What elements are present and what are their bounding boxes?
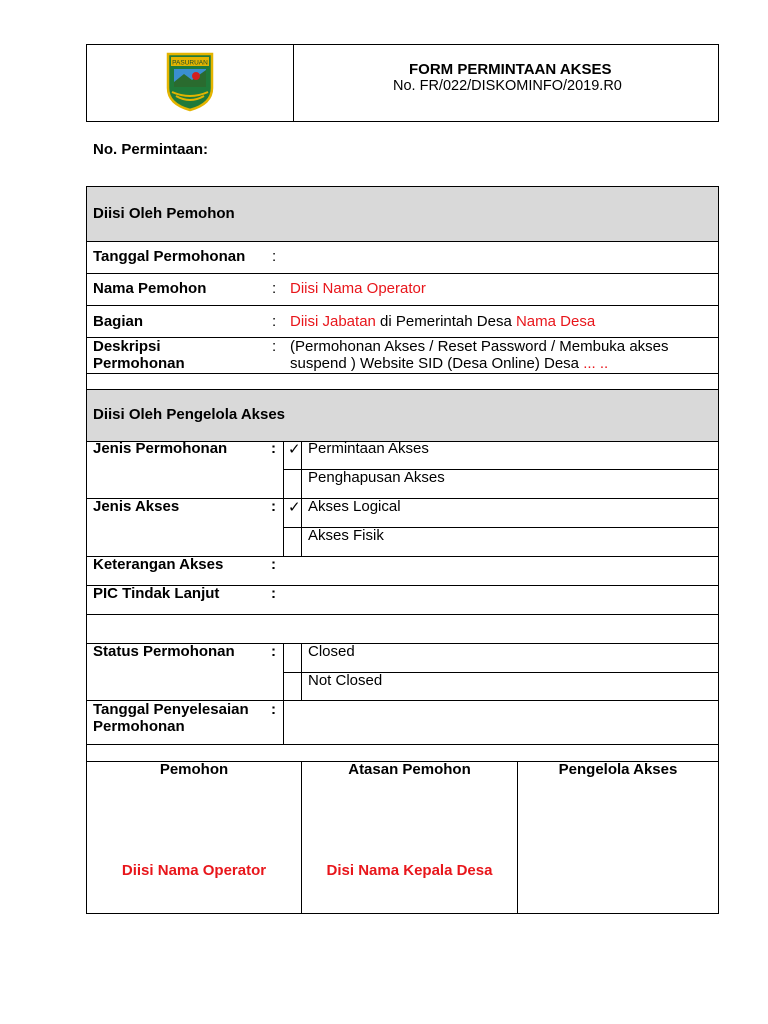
applicant-name-colon: : <box>272 280 277 297</box>
request-number-label: No. Permintaan: <box>93 141 209 158</box>
status-colon: : <box>271 643 276 660</box>
description-value-1: (Permohonan Akses / Reset Password / Membuka akses <box>290 338 669 355</box>
completion-date-label-1: Tanggal Penyelesaian <box>93 701 249 718</box>
department-label: Bagian <box>93 313 144 330</box>
department-village: Nama Desa <box>515 313 596 330</box>
pic-label: PIC Tindak Lanjut <box>93 585 220 602</box>
signature-role-manager: Pengelola Akses <box>558 761 678 778</box>
status-option-not-closed: Not Closed <box>308 672 383 689</box>
request-date-label: Tanggal Permohonan <box>93 248 246 265</box>
request-type-option-1: Permintaan Akses <box>308 440 429 457</box>
signature-name-supervisor: Disi Nama Kepala Desa <box>326 862 493 879</box>
description-value-2-text: suspend ) Website SID (Desa Online) Desa <box>290 355 584 372</box>
signature-role-supervisor: Atasan Pemohon <box>348 761 471 778</box>
applicant-section-heading: Diisi Oleh Pemohon <box>93 205 235 222</box>
access-type-label: Jenis Akses <box>93 498 180 515</box>
form-number: No. FR/022/DISKOMINFO/2019.R0 <box>393 78 622 94</box>
request-date-colon: : <box>272 248 277 265</box>
department-position: Diisi Jabatan <box>290 313 376 330</box>
signature-name-applicant: Diisi Nama Operator <box>121 862 267 879</box>
access-type-option-1: Akses Logical <box>308 498 401 515</box>
description-value-tail: ... .. <box>583 355 609 372</box>
request-type-colon: : <box>271 440 276 457</box>
request-type-option-2: Penghapusan Akses <box>308 469 445 486</box>
access-type-colon: : <box>271 498 276 515</box>
access-type-check-1[interactable]: ✓ <box>288 499 301 516</box>
applicant-name-label: Nama Pemohon <box>93 280 207 297</box>
logo-text: PASURUAN <box>172 59 208 67</box>
description-value-2 <box>290 355 608 372</box>
status-label: Status Permohonan <box>93 643 235 660</box>
request-type-check-1[interactable]: ✓ <box>288 441 301 458</box>
applicant-name-value: Diisi Nama Operator <box>290 280 426 297</box>
signature-role-applicant: Pemohon <box>159 761 229 778</box>
department-value <box>290 313 595 330</box>
regency-logo <box>166 52 214 112</box>
request-type-label: Jenis Permohonan <box>93 440 228 457</box>
completion-date-label-2: Permohonan <box>93 718 185 735</box>
access-type-option-2: Akses Fisik <box>308 527 384 544</box>
description-label-2: Permohonan <box>93 355 185 372</box>
completion-date-colon: : <box>271 701 276 718</box>
department-middle: di Pemerintah Desa <box>375 313 516 330</box>
access-note-colon: : <box>271 556 276 573</box>
department-colon: : <box>272 313 277 330</box>
header-divider <box>293 44 294 122</box>
form-title: FORM PERMINTAAN AKSES <box>409 61 612 78</box>
description-colon: : <box>272 338 277 355</box>
description-label-1: Deskripsi <box>93 338 161 355</box>
pic-colon: : <box>271 585 276 602</box>
status-option-closed: Closed <box>308 643 355 660</box>
manager-section-heading: Diisi Oleh Pengelola Akses <box>93 406 286 423</box>
access-note-label: Keterangan Akses <box>93 556 224 573</box>
